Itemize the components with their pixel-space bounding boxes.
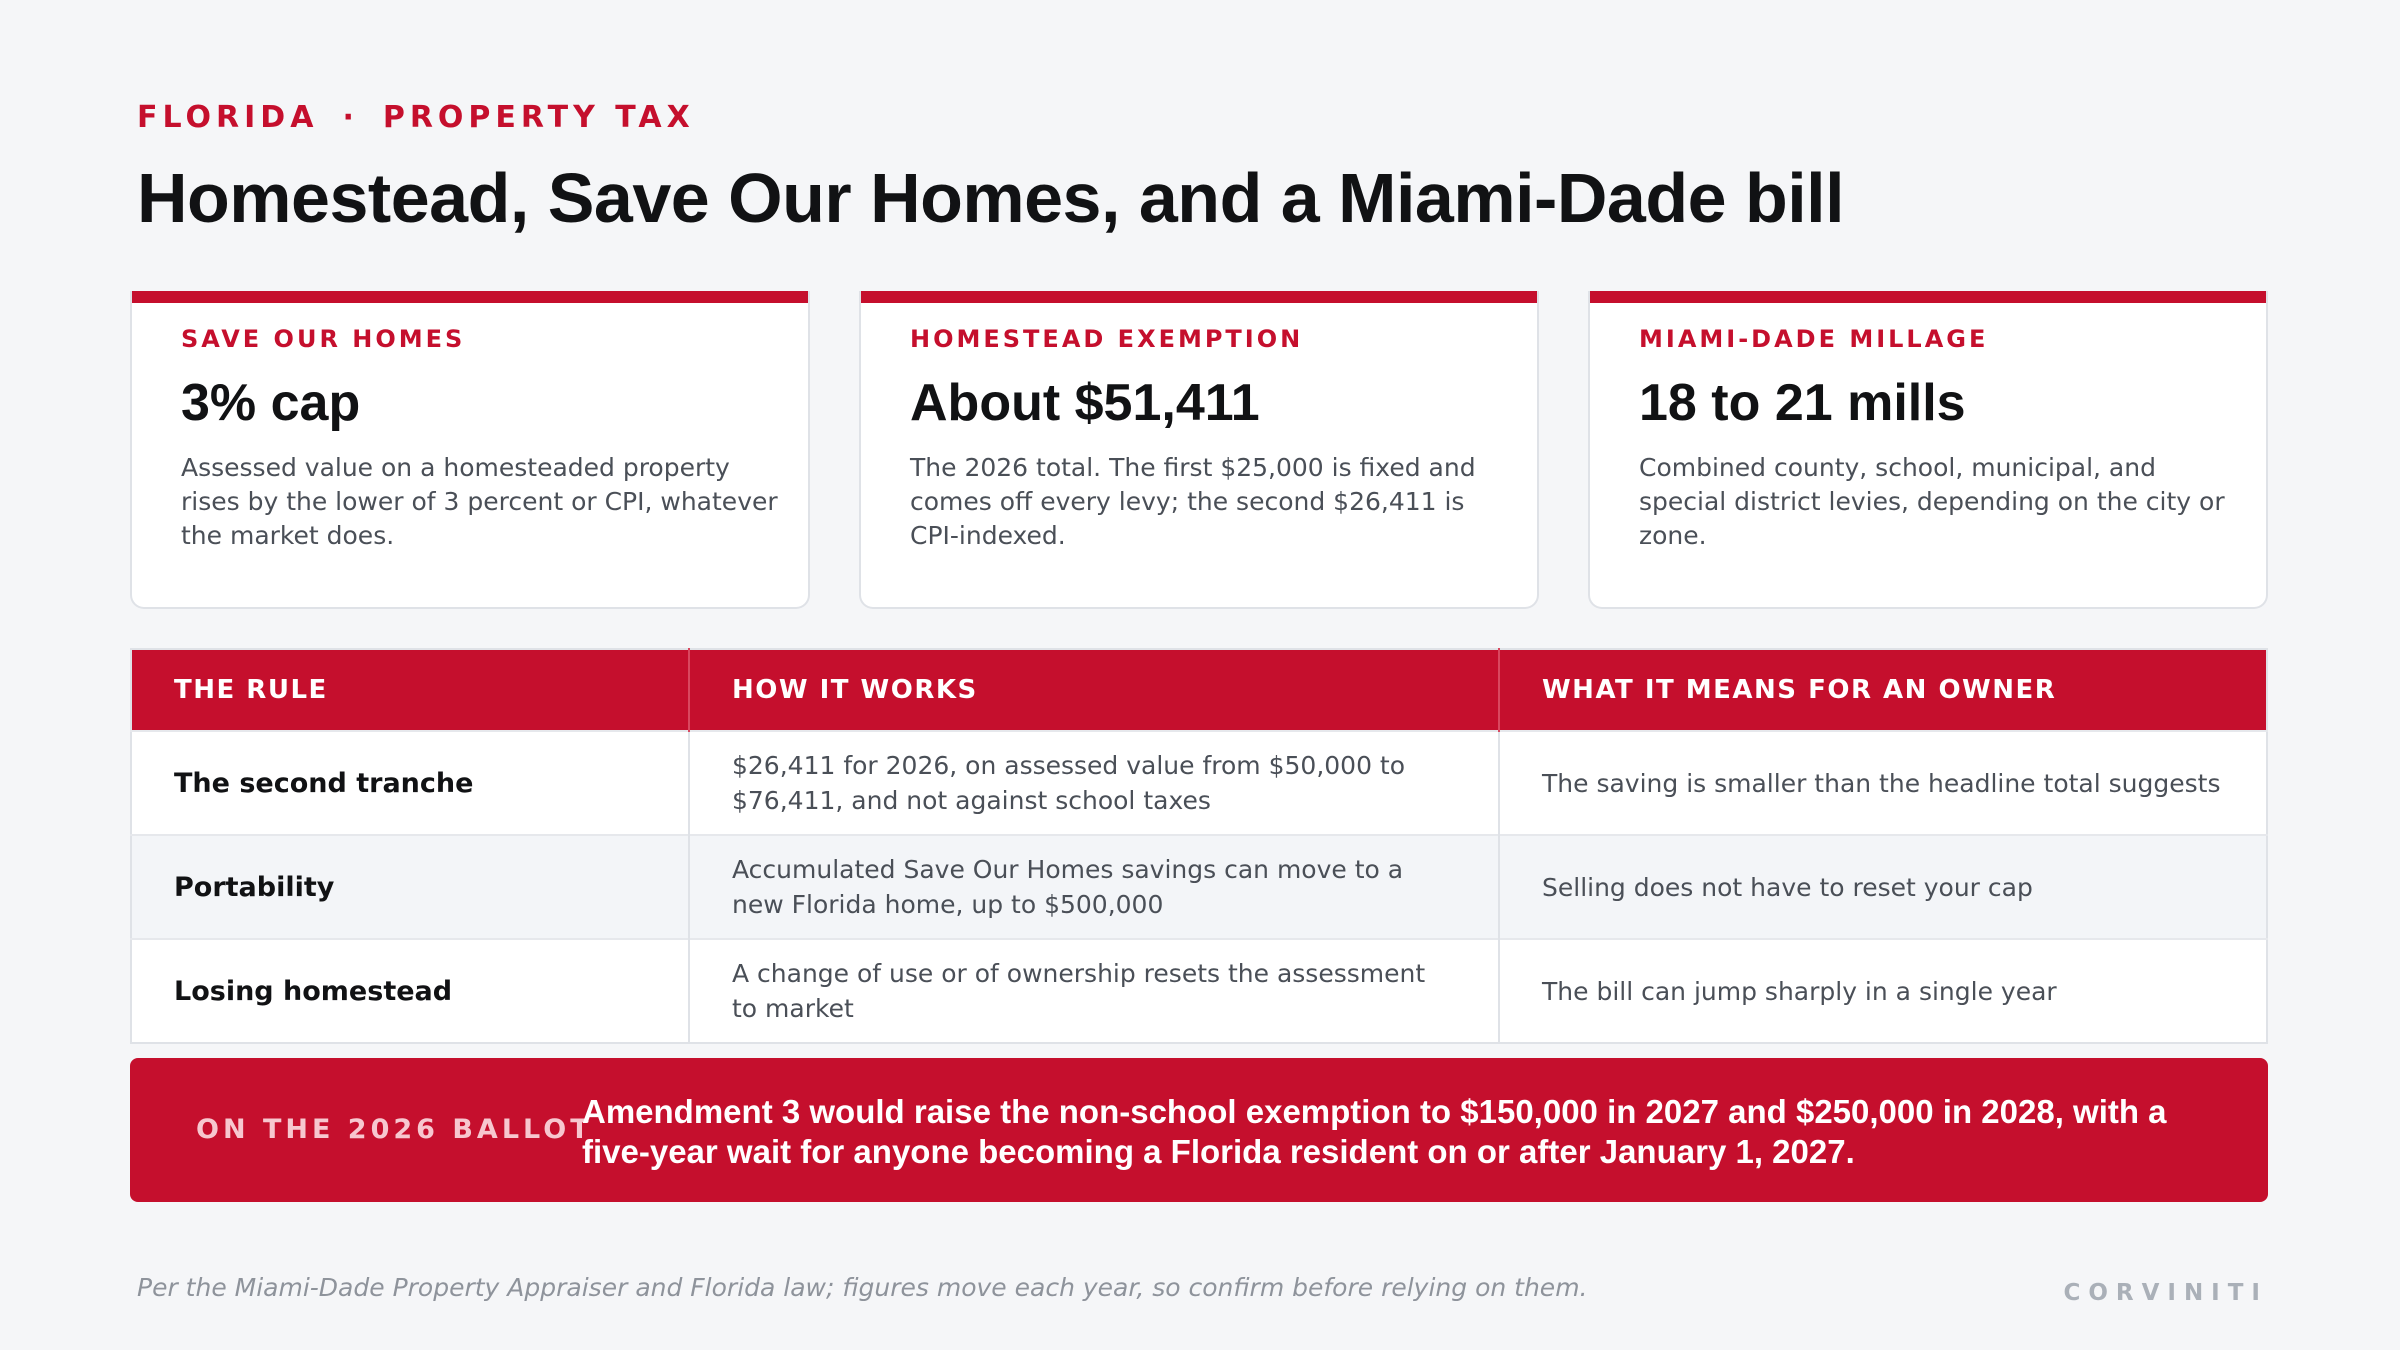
rule-how: Accumulated Save Our Homes savings can move to a new Florida home, up to $500,000	[689, 835, 1499, 939]
page-title: Homestead, Save Our Homes, and a Miami-Dade bill	[137, 159, 1845, 237]
card-value: About $51,411	[910, 374, 1260, 432]
rule-name: Portability	[131, 835, 689, 939]
rule-how: A change of use or of ownership resets the assessment to market	[689, 939, 1499, 1043]
table-row	[131, 835, 2267, 939]
eyebrow-state: FLORIDA	[137, 100, 319, 135]
rule-meaning: Selling does not have to reset your cap	[1499, 835, 2267, 939]
eyebrow-separator: ·	[342, 100, 359, 135]
eyebrow	[137, 100, 695, 135]
ballot-text: Amendment 3 would raise the non-school exemption to $150,000 in 2027 and $250,000 in 2028, with a five-year wait for anyone becoming a Florida resident on or after January 1, 2027.	[582, 1093, 2167, 1170]
table-row	[131, 731, 2267, 835]
card-miami-dade-millage	[1588, 291, 2268, 609]
card-value: 3% cap	[181, 374, 361, 432]
rule-name: The second tranche	[131, 731, 689, 835]
column-header-rule: THE RULE	[131, 649, 689, 731]
rule-meaning: The saving is smaller than the headline total suggests	[1499, 731, 2267, 835]
card-save-our-homes	[130, 291, 810, 609]
card-label: HOMESTEAD EXEMPTION	[910, 325, 1304, 353]
eyebrow-topic: PROPERTY TAX	[382, 100, 695, 135]
column-header-how: HOW IT WORKS	[689, 649, 1499, 731]
column-header-meaning: WHAT IT MEANS FOR AN OWNER	[1499, 649, 2267, 731]
card-description: Assessed value on a homesteaded property rises by the lower of 3 percent or CPI, whatever the market does.	[181, 453, 778, 550]
rule-name: Losing homestead	[131, 939, 689, 1043]
card-homestead-exemption	[859, 291, 1539, 609]
card-label: MIAMI-DADE MILLAGE	[1639, 325, 1989, 353]
table-header-row	[131, 649, 2267, 731]
ballot-callout	[130, 1058, 2268, 1202]
rules-table	[130, 648, 2268, 1044]
ballot-label: ON THE 2026 BALLOT	[196, 1114, 593, 1145]
table-row	[131, 939, 2267, 1043]
card-value: 18 to 21 mills	[1639, 374, 1966, 432]
brand-logo: CORVINITI	[2063, 1280, 2268, 1306]
footnote: Per the Miami-Dade Property Appraiser and Florida law; figures move each year, so confirm before relying on them.	[137, 1273, 1588, 1302]
stat-cards	[130, 291, 2268, 609]
card-label: SAVE OUR HOMES	[181, 325, 466, 353]
rule-how: $26,411 for 2026, on assessed value from $50,000 to $76,411, and not against school taxes	[689, 731, 1499, 835]
rule-meaning: The bill can jump sharply in a single year	[1499, 939, 2267, 1043]
card-description: The 2026 total. The first $25,000 is fixed and comes off every levy; the second $26,411 is CPI-indexed.	[910, 453, 1476, 550]
card-description: Combined county, school, municipal, and special district levies, depending on the city or zone.	[1639, 453, 2225, 550]
